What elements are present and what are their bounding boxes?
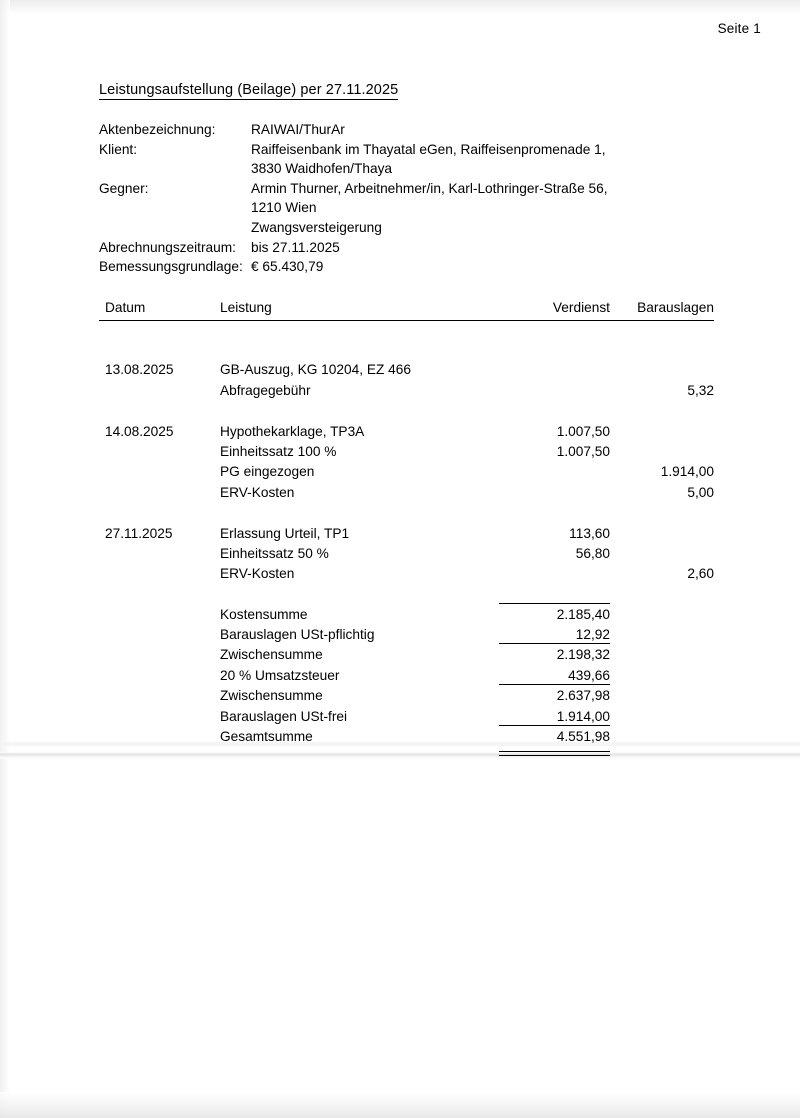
metadata-label [99, 198, 251, 218]
metadata-value: € 65.430,79 [251, 259, 324, 275]
table-body [99, 342, 719, 757]
page-number: Seite 1 [717, 21, 761, 36]
summary-total-rule [499, 751, 610, 756]
table-row [99, 383, 719, 403]
summary-row [99, 647, 719, 667]
metadata-value: Raiffeisenbank im Thayatal eGen, Raiffeisenpromenade 1, [251, 141, 606, 157]
page-title: Leistungsaufstellung (Beilage) per 27.11.2025 [99, 82, 399, 98]
case-metadata [99, 120, 608, 277]
metadata-row [99, 238, 608, 258]
column-header-datum: Datum [105, 300, 146, 315]
cell-description: ERV-Kosten [220, 566, 295, 582]
table-row [99, 444, 719, 464]
cell-barauslagen: 1.914,00 [660, 464, 714, 480]
summary-row [99, 607, 719, 627]
cell-verdienst: 1.007,50 [556, 443, 610, 459]
column-header-leistung: Leistung [220, 300, 272, 315]
summary-label: Barauslagen USt-frei [220, 708, 348, 724]
cell-description: Hypothekarklage, TP3A [220, 423, 365, 439]
table-header [99, 300, 719, 322]
table-row [99, 546, 719, 566]
scan-artifact-top [0, 0, 800, 14]
metadata-value: bis 27.11.2025 [251, 239, 340, 255]
summary-row [99, 688, 719, 708]
column-header-verdienst: Verdienst [552, 300, 610, 315]
summary-value: 12,92 [499, 627, 610, 644]
summary-row [99, 709, 719, 729]
summary-top-rule [499, 603, 610, 604]
table-row [99, 526, 719, 546]
metadata-value: 3830 Waidhofen/Thaya [251, 161, 393, 177]
cell-barauslagen: 2,60 [687, 566, 714, 582]
table-row [99, 362, 719, 382]
metadata-label: Aktenbezeichnung: [99, 122, 216, 137]
metadata-label: Bemessungsgrundlage: [99, 259, 243, 275]
cell-barauslagen: 5,00 [687, 484, 714, 500]
metadata-row [99, 198, 608, 218]
summary-value: 2.198,32 [556, 647, 610, 663]
table-row [99, 485, 719, 505]
metadata-label: Abrechnungszeitraum: [99, 239, 236, 255]
summary-label: Zwischensumme [220, 647, 323, 663]
summary-value: 439,66 [499, 668, 610, 685]
cell-description: Abfragegebühr [220, 382, 311, 398]
metadata-row [99, 179, 608, 199]
cell-description: GB-Auszug, KG 10204, EZ 466 [220, 362, 411, 378]
row-spacer [99, 403, 719, 423]
scan-artifact-left [0, 0, 10, 1118]
table-row [99, 424, 719, 444]
row-spacer [99, 342, 719, 362]
metadata-label: Klient: [99, 141, 138, 157]
cell-description: Einheitssatz 100 % [220, 443, 337, 459]
summary-label: Kostensumme [220, 606, 308, 622]
cell-description: PG eingezogen [220, 464, 315, 480]
metadata-value: RAIWAI/ThurAr [251, 122, 345, 137]
summary-row [99, 668, 719, 688]
metadata-row [99, 140, 608, 160]
cell-date: 14.08.2025 [105, 423, 174, 439]
table-row [99, 566, 719, 586]
metadata-label [99, 159, 251, 179]
summary-row-total [99, 729, 719, 749]
metadata-value: 1210 Wien [251, 200, 317, 216]
summary-label: Zwischensumme [220, 688, 323, 704]
services-table [99, 300, 719, 757]
cell-verdienst: 56,80 [575, 545, 610, 561]
cell-description: ERV-Kosten [220, 484, 295, 500]
cell-verdienst: 113,60 [569, 525, 610, 541]
cell-date: 27.11.2025 [105, 525, 173, 541]
metadata-row [99, 257, 608, 277]
table-row [99, 464, 719, 484]
column-header-barauslagen: Barauslagen [637, 300, 714, 315]
summary-top-rule-wrap [99, 599, 719, 607]
metadata-label: Gegner: [99, 180, 149, 196]
metadata-label [99, 218, 251, 238]
scan-artifact-bottom [0, 1092, 800, 1118]
summary-value: 2.185,40 [556, 606, 610, 622]
metadata-row [99, 159, 608, 179]
header-rule [99, 320, 714, 321]
metadata-row [99, 120, 608, 140]
row-spacer [99, 587, 719, 599]
metadata-row [99, 218, 608, 238]
summary-label: Barauslagen USt-pflichtig [220, 627, 375, 643]
summary-label: 20 % Umsatzsteuer [220, 667, 340, 683]
summary-value: 1.914,00 [499, 709, 610, 726]
summary-row [99, 627, 719, 647]
metadata-value: Armin Thurner, Arbeitnehmer/in, Karl-Lothringer-Straße 56, [251, 180, 608, 196]
cell-description: Erlassung Urteil, TP1 [220, 525, 350, 541]
summary-label: Gesamtsumme [220, 729, 313, 745]
summary-value: 4.551,98 [556, 729, 610, 745]
cell-description: Einheitssatz 50 % [220, 545, 329, 561]
row-spacer [99, 505, 719, 525]
cell-date: 13.08.2025 [105, 362, 174, 378]
metadata-value: Zwangsversteigerung [251, 219, 382, 235]
cell-barauslagen: 5,32 [687, 382, 714, 398]
summary-value: 2.637,98 [556, 688, 610, 704]
summary-total-rule-wrap [99, 749, 719, 757]
cell-verdienst: 1.007,50 [556, 423, 610, 439]
